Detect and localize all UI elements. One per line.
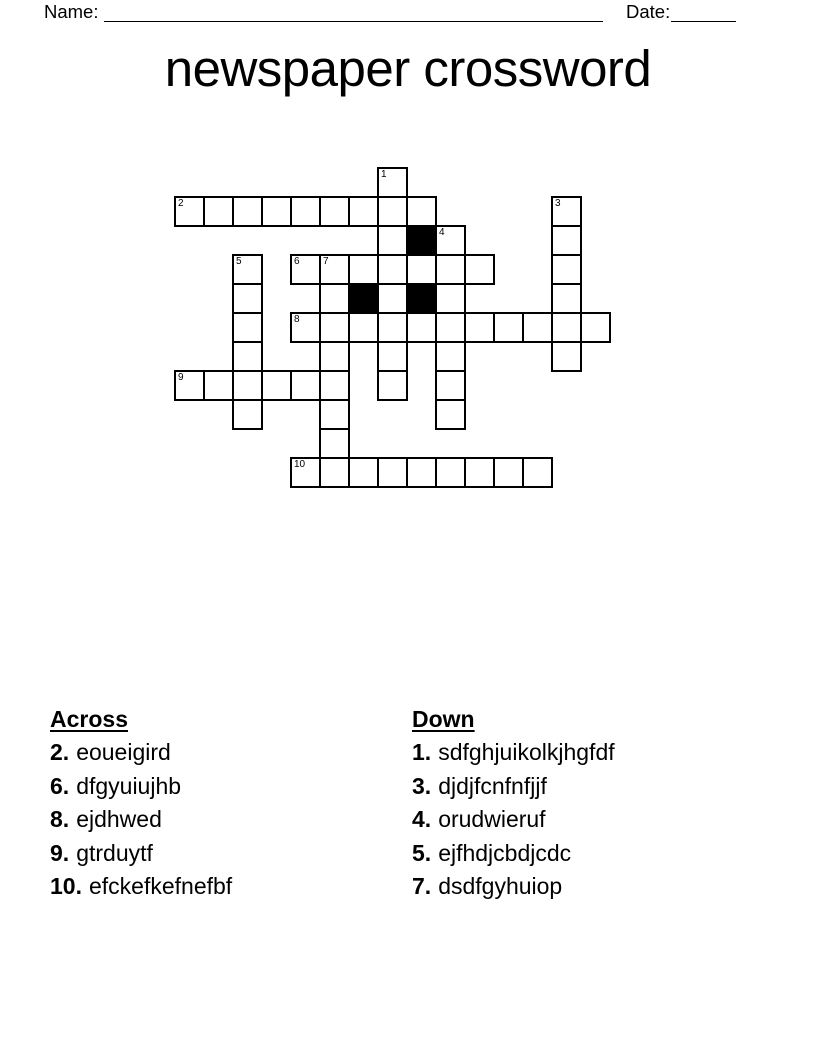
down-section xyxy=(412,703,615,903)
clue-item xyxy=(412,870,615,903)
grid-cell xyxy=(377,196,408,227)
clue-number: 4. xyxy=(412,806,432,833)
grid-cell xyxy=(435,457,466,488)
cell-number: 4 xyxy=(439,227,445,238)
grid-cell xyxy=(319,457,350,488)
cell-number: 10 xyxy=(294,459,306,470)
grid-cell xyxy=(551,341,582,372)
grid-cell xyxy=(580,312,611,343)
grid-cell xyxy=(377,312,408,343)
grid-cell xyxy=(319,399,350,430)
clue-number: 6. xyxy=(50,772,70,799)
clue-item xyxy=(50,803,232,836)
grid-cell xyxy=(435,370,466,401)
grid-cell xyxy=(377,167,408,198)
grid-cell xyxy=(377,254,408,285)
grid-cell-black xyxy=(348,283,379,314)
grid-cell xyxy=(464,254,495,285)
clue-item xyxy=(50,770,232,803)
cell-number: 7 xyxy=(323,256,329,267)
grid-cell xyxy=(348,312,379,343)
grid-cell-black xyxy=(406,283,437,314)
grid-cell xyxy=(290,254,321,285)
grid-cell xyxy=(203,370,234,401)
clue-text: ejdhwed xyxy=(76,806,162,833)
cell-number: 1 xyxy=(381,169,387,180)
grid-cell xyxy=(290,370,321,401)
clue-item xyxy=(412,770,615,803)
clue-number: 10. xyxy=(50,873,82,900)
grid-cell xyxy=(406,312,437,343)
name-blank-line xyxy=(104,0,603,22)
grid-cell xyxy=(319,312,350,343)
grid-cell xyxy=(464,312,495,343)
grid-cell-black xyxy=(406,225,437,256)
grid-cell xyxy=(406,196,437,227)
clue-text: eoueigird xyxy=(76,739,171,766)
grid-cell xyxy=(319,341,350,372)
grid-cell xyxy=(551,225,582,256)
cell-number: 3 xyxy=(555,198,561,209)
clue-text: gtrduytf xyxy=(76,839,153,866)
grid-cell xyxy=(319,428,350,459)
date-blank-line xyxy=(671,0,736,22)
grid-cell xyxy=(377,457,408,488)
grid-cell xyxy=(232,196,263,227)
grid-cell xyxy=(290,312,321,343)
across-section xyxy=(50,703,232,903)
grid-cell xyxy=(464,457,495,488)
clue-number: 3. xyxy=(412,772,432,799)
grid-cell xyxy=(232,254,263,285)
grid-cell xyxy=(551,196,582,227)
name-label: Name: xyxy=(44,1,99,22)
clue-text: ejfhdjcbdjcdc xyxy=(438,839,572,866)
grid-cell xyxy=(174,196,205,227)
cell-number: 6 xyxy=(294,256,300,267)
clue-number: 7. xyxy=(412,873,432,900)
grid-cell xyxy=(551,312,582,343)
clue-text: dfgyuiujhb xyxy=(76,772,182,799)
grid-cell xyxy=(406,457,437,488)
clue-text: efckefkefnefbf xyxy=(88,873,233,900)
grid-cell xyxy=(493,457,524,488)
grid-cell xyxy=(319,254,350,285)
grid-cell xyxy=(435,312,466,343)
clue-item xyxy=(50,870,232,903)
puzzle-title: newspaper crossword xyxy=(164,40,652,97)
grid-cell xyxy=(406,254,437,285)
clue-text: dsdfgyhuiop xyxy=(438,873,563,900)
down-heading: Down xyxy=(412,706,475,732)
date-label: Date: xyxy=(626,1,671,22)
grid-cell xyxy=(435,341,466,372)
clue-text: sdfghjuikolkjhgfdf xyxy=(438,739,615,766)
grid-cell xyxy=(348,254,379,285)
clue-item xyxy=(412,837,615,870)
grid-cell xyxy=(290,457,321,488)
grid-cell xyxy=(203,196,234,227)
grid-cell xyxy=(261,370,292,401)
clue-number: 2. xyxy=(50,739,70,766)
grid-cell xyxy=(522,457,553,488)
grid-cell xyxy=(377,283,408,314)
grid-cell xyxy=(435,254,466,285)
grid-cell xyxy=(377,370,408,401)
grid-cell xyxy=(493,312,524,343)
clue-number: 5. xyxy=(412,839,432,866)
grid-cell xyxy=(435,399,466,430)
grid-cell xyxy=(435,225,466,256)
cell-number: 2 xyxy=(178,198,184,209)
grid-cell xyxy=(232,370,263,401)
grid-cell xyxy=(232,283,263,314)
grid-cell xyxy=(348,196,379,227)
clue-number: 8. xyxy=(50,806,70,833)
grid-cell xyxy=(232,341,263,372)
clue-text: orudwieruf xyxy=(438,806,546,833)
clue-text: djdjfcnfnfjjf xyxy=(438,772,547,799)
clue-item xyxy=(50,736,232,769)
grid-cell xyxy=(319,283,350,314)
cell-number: 5 xyxy=(236,256,242,267)
grid-cell xyxy=(377,341,408,372)
clue-item xyxy=(412,736,615,769)
grid-cell xyxy=(435,283,466,314)
cell-number: 9 xyxy=(178,372,184,383)
grid-cell xyxy=(377,225,408,256)
grid-cell xyxy=(319,196,350,227)
grid-cell xyxy=(551,283,582,314)
clue-item xyxy=(412,803,615,836)
grid-cell xyxy=(348,457,379,488)
cell-number: 8 xyxy=(294,314,300,325)
grid-cell xyxy=(319,370,350,401)
grid-cell xyxy=(232,399,263,430)
grid-cell xyxy=(551,254,582,285)
grid-cell xyxy=(522,312,553,343)
clue-number: 1. xyxy=(412,739,432,766)
grid-cell xyxy=(261,196,292,227)
grid-cell xyxy=(174,370,205,401)
grid-cell xyxy=(232,312,263,343)
grid-cell xyxy=(290,196,321,227)
across-heading: Across xyxy=(50,706,128,732)
clue-item xyxy=(50,837,232,870)
clue-number: 9. xyxy=(50,839,70,866)
